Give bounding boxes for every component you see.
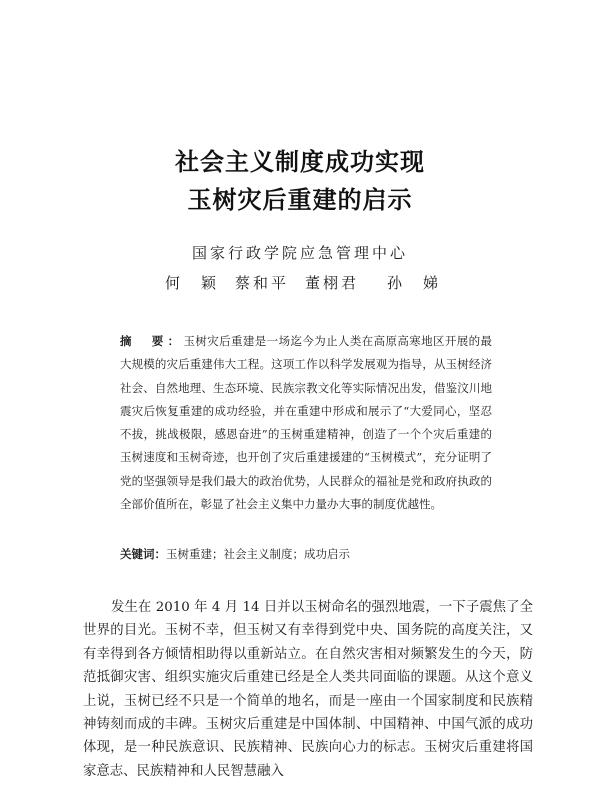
author-name: 董栩君 [305,274,360,292]
keywords-label: 关键词： [120,547,166,561]
abstract-label: 摘 要： [120,334,184,348]
title-line-1: 社会主义制度成功实现 [175,148,425,176]
body-paragraph: 发生在 2010 年 4 月 14 日并以玉树命名的强烈地震，一下子震焦了全世界的目光。玉树不幸，但玉树又有幸得到党中央、国务院的高度关注，又有幸得到各方倾情相助得以重新站立。在自然灾害相对频繁发生的今天，防范抵御灾害、组织实施灾后重建已经是全人类共同面临的课题。从这个意义上说，玉树已经不只是一个简单的地名，而是一座由一个国家制度和民族精神铸刻而成的丰碑。玉树灾后重建是中国体制、中国精神、中国气派的成功体现，是一种民族意识、民族精神、民族向心力的标志。玉树灾后重建将国家意志、民族精神和人民智慧融入 [83,600,533,779]
title-line-2: 玉树灾后重建的启示 [187,186,413,214]
keywords [120,546,492,562]
author-name: 何 颖 [165,274,220,292]
author-name: 蔡和平 [235,274,290,292]
keywords-text: 玉树重建；社会主义制度；成功启示 [166,547,350,561]
abstract-text: 玉树灾后重建是一场迄今为止人类在高原高寒地区开展的最大规模的灾后重建伟大工程。这项工作以科学发展观为指导，从玉树经济社会、自然地理、生态环境、民族宗教文化等实际情况出发，借鉴汶川地震灾后恢复重建的成功经验，并在重建中形成和展示了“大爱同心，坚忍不拔，挑战极限，感恩奋进”的玉树重建精神，创造了一个个灾后重建的玉树速度和玉树奇迹，也开创了灾后重建援建的“玉树模式”，充分证明了党的坚强领导是我们最大的政治优势，人民群众的福祉是党和政府执政的全部价值所在，彰显了社会主义集中力量办大事的制度优越性。 [120,334,493,512]
author-list [165,272,465,292]
author-name: 孙 娣 [387,274,442,292]
abstract [120,330,492,516]
affiliation: 国家行政学院应急管理中心 [191,244,408,262]
